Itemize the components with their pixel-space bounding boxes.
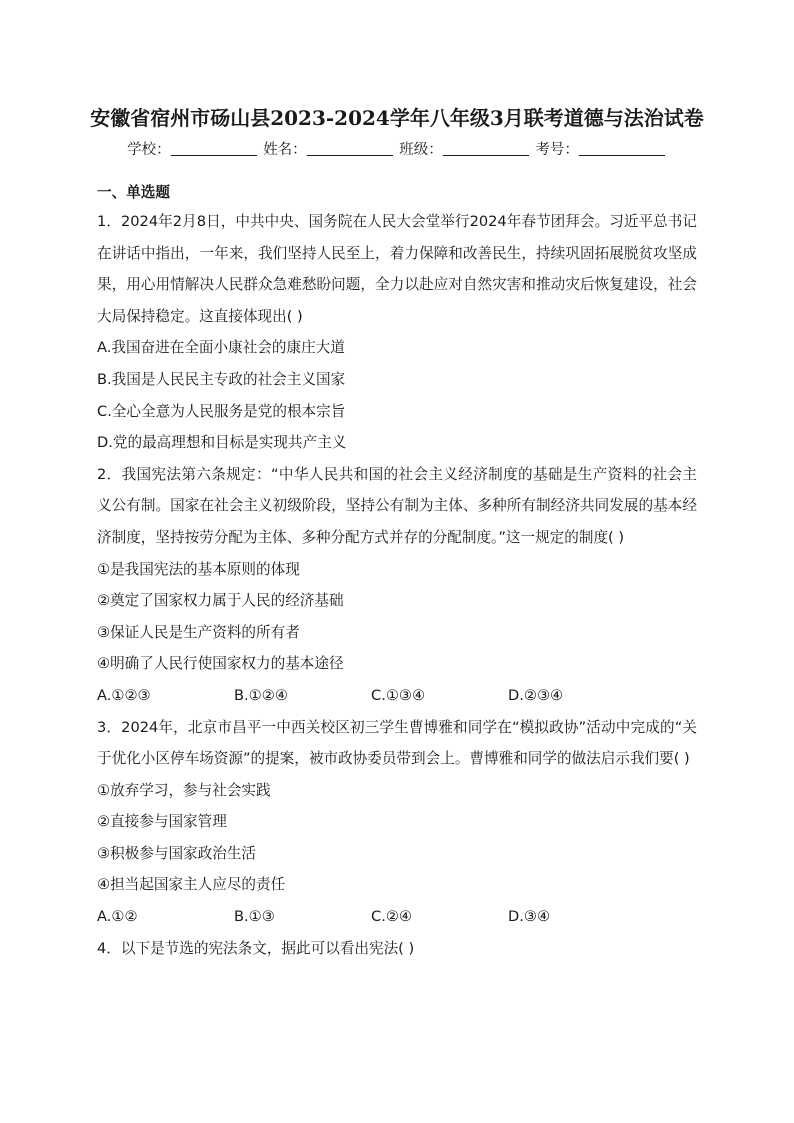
question-3-options	[97, 901, 697, 933]
question-1-option-a: A.我国奋进在全面小康社会的康庄大道	[97, 339, 345, 357]
school-label: 学校：	[127, 142, 171, 158]
question-3-option-c: C.②④	[371, 908, 412, 926]
school-blank	[171, 141, 257, 156]
question-3-option-b: B.①③	[234, 908, 275, 926]
question-2-item-4: ④明确了人民行使国家权力的基本途径	[97, 655, 344, 673]
name-label: 姓名：	[263, 142, 307, 158]
question-3-item-3: ③积极参与国家政治生活	[97, 844, 257, 862]
section-heading: 一、单选题	[97, 184, 170, 201]
question-3-stem: 3．2024年，北京市昌平一中西关校区初三学生曹博雅和同学在“模拟政协”活动中完成的“关于优化小区停车场资源”的提案，被市政协委员带到会上。曹博雅和同学的做法启示我们要( )	[97, 718, 697, 768]
question-2-options	[97, 680, 697, 712]
question-3-item-4: ④担当起国家主人应尽的责任	[97, 876, 286, 894]
name-blank	[307, 141, 393, 156]
question-3-item-1: ①放弃学习，参与社会实践	[97, 781, 271, 799]
question-1-option-d: D.党的最高理想和目标是实现共产主义	[97, 434, 347, 452]
question-1-stem: 1．2024年2月8日，中共中央、国务院在人民大会堂举行2024年春节团拜会。习近平总书记在讲话中指出，一年来，我们坚持人民至上，着力保障和改善民生，持续巩固拓展脱贫攻坚成果，用心用情解决人民群众急难愁盼问题，全力以赴应对自然灾害和推动灾后恢复建设，社会大局保持稳定。这直接体现出( )	[97, 213, 697, 325]
student-info-line	[0, 138, 794, 159]
class-blank	[443, 141, 529, 156]
exam-title: 安徽省宿州市砀山县2023-2024学年八年级3月联考道德与法治试卷	[90, 106, 704, 130]
question-3-option-a: A.①②	[97, 908, 138, 926]
question-1-option-b: B.我国是人民民主专政的社会主义国家	[97, 370, 346, 388]
question-2-item-2: ②奠定了国家权力属于人民的经济基础	[97, 592, 344, 610]
question-1-option-c: C.全心全意为人民服务是党的根本宗旨	[97, 402, 346, 420]
question-2-option-b: B.①②④	[234, 686, 288, 704]
question-2-item-3: ③保证人民是生产资料的所有者	[97, 623, 300, 641]
question-2-option-a: A.①②③	[97, 686, 151, 704]
exam-number-label: 考号：	[535, 142, 579, 158]
exam-number-blank	[579, 141, 665, 156]
question-4-stem: 4．以下是节选的宪法条文，据此可以看出宪法( )	[97, 939, 415, 957]
question-content	[97, 180, 697, 964]
class-label: 班级：	[399, 142, 443, 158]
question-3-item-2: ②直接参与国家管理	[97, 813, 227, 831]
question-3-option-d: D.③④	[508, 908, 551, 926]
question-2-option-c: C.①③④	[371, 686, 426, 704]
question-2-item-1: ①是我国宪法的基本原则的体现	[97, 560, 300, 578]
question-2-option-d: D.②③④	[508, 686, 564, 704]
question-2-stem: 2．我国宪法第六条规定：“中华人民共和国的社会主义经济制度的基础是生产资料的社会主义公有制。国家在社会主义初级阶段，坚持公有制为主体、多种所有制经济共同发展的基本经济制度，坚持按劳分配为主体、多种分配方式并存的分配制度。”这一规定的制度( )	[97, 465, 697, 546]
